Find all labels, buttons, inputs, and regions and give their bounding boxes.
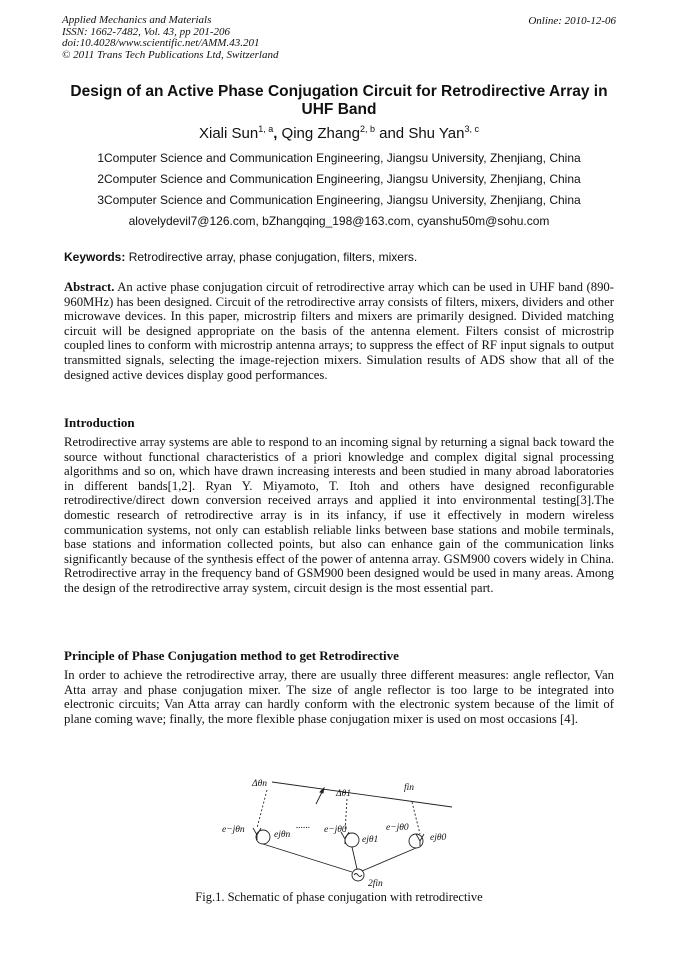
ray-left	[257, 790, 267, 828]
exp-neg-0-label: e−jθ0	[324, 825, 347, 835]
phase-conjugation-schematic	[212, 762, 474, 888]
exp-neg-n-label: e−jθn	[222, 825, 245, 835]
online-date: Online: 2010-12-06	[528, 15, 616, 27]
intro-paragraph: Retrodirective array systems are able to respond to an incoming signal by returning a signal back toward the source without functional characteristics of a priori knowledge and complex digital signal processing algorithms and so on, which have drawn increasing interests and been studied in many abroad laboratories in different bands[1,2]. Ryan Y. Miyamoto, T. Itoh and others have designed reconfigurable retrodirective/direct down conversion received arrays and applied it into environmental testing[3].The domestic research of retrodirective array is in its infancy, if use it effectively in modern wireless communication systems, not only can establish reliable links between base stations and mobile terminals, base stations and information collected points, but also can enhance gain of the communication links significantly because of the synthesis effect of the power of antenna array. GSM900 covers widely in China. Retrodirective array in the frequency band of GSM900 been designed would be used in many areas. Among the design of the retrodirective array system, circuit design is the most essential part.	[64, 435, 614, 595]
delta-theta-n-label: Δθn	[252, 779, 267, 789]
figure-caption: Fig.1. Schematic of phase conjugation with retrodirective	[195, 890, 483, 904]
affiliation-3: 3Computer Science and Communication Engineering, Jiangsu University, Zhenjiang, China	[97, 193, 581, 207]
author-emails: alovelydevil7@126.com, bZhangqing_198@163.com, cyanshu50m@sohu.com	[128, 214, 550, 228]
exp-pos-0-label: ejθ0	[430, 833, 447, 843]
issn-line: ISSN: 1662-7482, Vol. 43, pp 201-206	[62, 25, 231, 38]
abstract-text: An active phase conjugation circuit of retrodirective array which can be used in UHF band (890-960MHz) has been designed. Circuit of the retrodirective array consists of filters, mixers, dividers and other microwave devices. In this paper, microstrip filters and mixers are primarily designed. Divided matching circuit will be designed appropriate on the basis of the antenna element. Filters consist of microstrip coupled lines to conform with microstrip antenna arrays; to suppress the effect of RF input signals to output transmitted signals, selecting the image-rejection mixers. Simulation results of ADS show that all of the designed active devices display good performances.	[64, 280, 614, 382]
doi-line[interactable]: doi:10.4028/www.scientific.net/AMM.43.201	[62, 37, 260, 49]
author-name: Qing Zhang	[281, 125, 360, 142]
intro-heading: Introduction	[64, 415, 135, 430]
ray-right	[412, 802, 420, 834]
journal-name: Applied Mechanics and Materials	[62, 14, 212, 26]
keywords	[64, 250, 417, 264]
affiliation-2: 2Computer Science and Communication Engineering, Jiangsu University, Zhenjiang, China	[97, 172, 581, 186]
wavefront-line	[272, 782, 452, 807]
copyright-line: © 2011 Trans Tech Publications Ltd, Switzerland	[62, 48, 279, 61]
ellipsis-label: ......	[296, 821, 311, 831]
abstract-label: Abstract.	[64, 280, 115, 294]
lo-line-mid	[352, 847, 357, 869]
keywords-label: Keywords:	[64, 250, 126, 264]
author-name: Shu Yan	[408, 125, 465, 142]
author-sup: 2, b	[359, 124, 375, 134]
mixer-mid	[345, 833, 359, 847]
mixer-left	[256, 830, 270, 844]
exp-pos-1-label: ejθ1	[362, 835, 379, 845]
exp-neg-0b-label: e−jθ0	[386, 823, 409, 833]
affiliation-1: 1Computer Science and Communication Engineering, Jiangsu University, Zhenjiang, China	[97, 151, 581, 165]
principle-paragraph: In order to achieve the retrodirective array, there are usually three different measures: angle reflector, Van Atta array and phase conjugation mixer. The size of angle reflector is too large to be integrated into electronic circuits; Van Atta array can hardly conform with the electronic system because of the limit of plane coming wave; finally, the more flexible phase conjugation mixer is used on most occasions [4].	[64, 668, 614, 726]
mixer-right	[409, 834, 423, 848]
exp-pos-n-label: ejθn	[274, 830, 291, 840]
f-in-label: fin	[404, 783, 415, 793]
keywords-text: Retrodirective array, phase conjugation, filters, mixers.	[125, 250, 418, 264]
journal-header	[62, 15, 278, 61]
author-sup: 1, a	[258, 124, 274, 134]
principle-heading: Principle of Phase Conjugation method to get Retrodirective	[64, 648, 399, 663]
lo-frequency-label: 2fin	[368, 879, 383, 888]
oscillator-wave	[354, 874, 362, 877]
lo-line-left	[263, 844, 352, 872]
abstract	[64, 280, 614, 382]
author-sup: 3, c	[464, 124, 480, 134]
lo-line-right	[362, 848, 416, 871]
author-list	[0, 124, 678, 142]
author-name: Xiali Sun	[198, 125, 259, 142]
delta-theta-1-label: Δθ1	[336, 789, 351, 799]
author-sep: and	[374, 125, 409, 142]
author-sep: ,	[273, 125, 282, 142]
paper-title: Design of an Active Phase Conjugation Circuit for Retrodirective Array in UHF Band	[70, 83, 608, 118]
